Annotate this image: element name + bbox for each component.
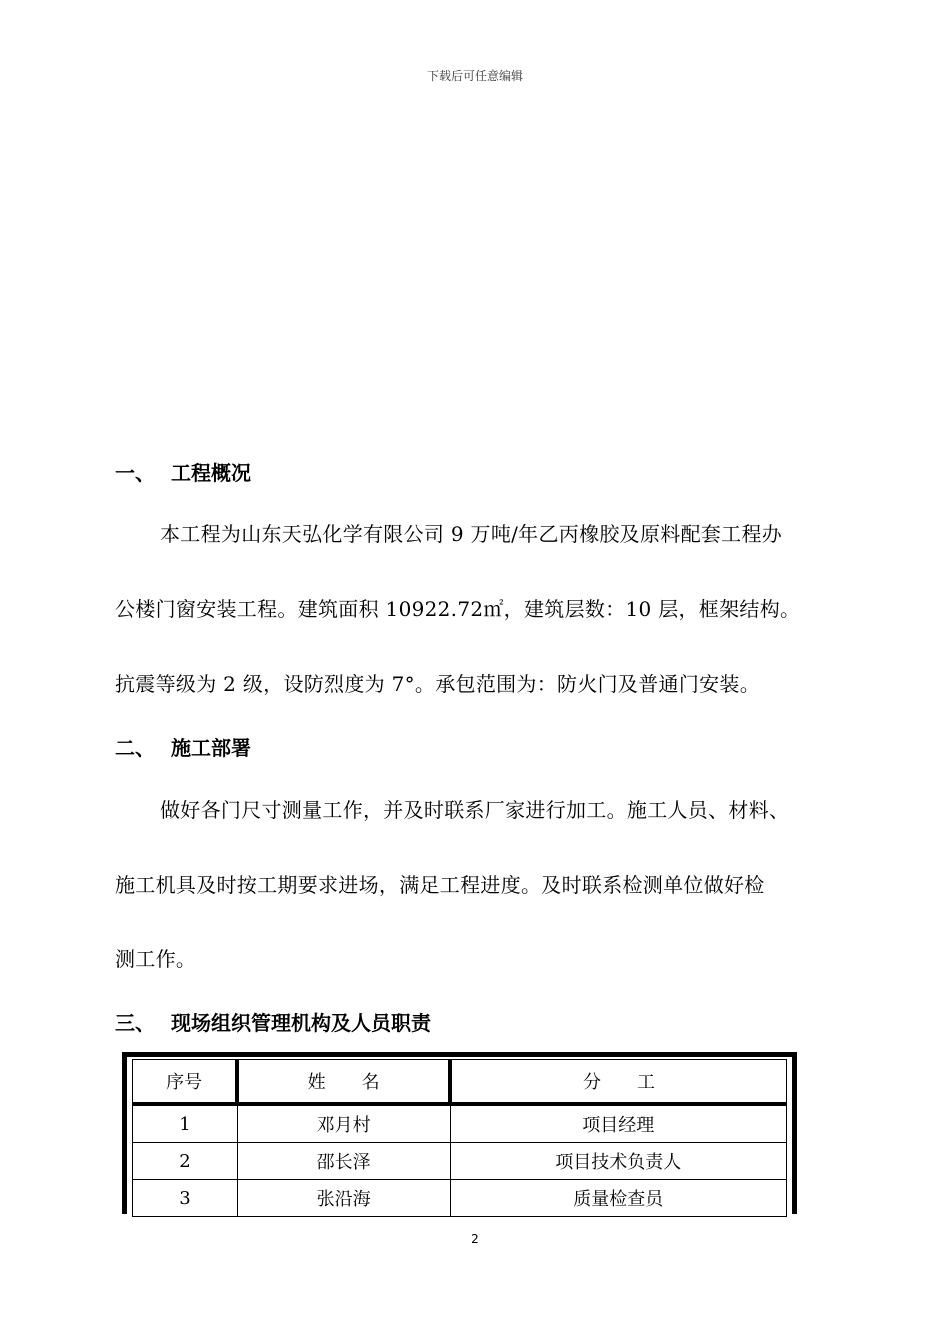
cell-name: 张沿海 bbox=[237, 1180, 450, 1217]
table-row bbox=[133, 1104, 787, 1143]
section-title: 现场组织管理机构及人员职责 bbox=[171, 1011, 431, 1035]
cell-role: 质量检查员 bbox=[450, 1180, 786, 1217]
cell-index: 2 bbox=[133, 1143, 238, 1180]
paragraph-line: 施工机具及时按工期要求进场，满足工程进度。及时联系检测单位做好检 bbox=[115, 873, 765, 897]
page-number: 2 bbox=[471, 1232, 479, 1246]
staff-table bbox=[132, 1059, 787, 1217]
cell-index: 3 bbox=[133, 1180, 238, 1217]
table-header-row bbox=[133, 1060, 787, 1105]
table-row bbox=[133, 1180, 787, 1217]
cell-role: 项目技术负责人 bbox=[450, 1143, 786, 1180]
header-cell-name: 姓 名 bbox=[237, 1060, 450, 1105]
cell-role: 项目经理 bbox=[450, 1104, 786, 1143]
staff-table-frame bbox=[122, 1052, 797, 1214]
paragraph-line: 做好各门尺寸测量工作，并及时联系厂家进行加工。施工人员、材料、 bbox=[160, 798, 790, 822]
cell-name: 邓月村 bbox=[237, 1104, 450, 1143]
section-heading-1 bbox=[115, 457, 251, 486]
cell-index: 1 bbox=[133, 1104, 238, 1143]
section-heading-3 bbox=[115, 1007, 431, 1036]
section-number: 三、 bbox=[115, 1011, 155, 1035]
header-cell-index: 序号 bbox=[133, 1060, 238, 1105]
page-header-note: 下载后可任意编辑 bbox=[426, 69, 523, 83]
cell-name: 邵长泽 bbox=[237, 1143, 450, 1180]
paragraph-line: 本工程为山东天弘化学有限公司 9 万吨/年乙丙橡胶及原料配套工程办 bbox=[160, 522, 783, 546]
paragraph-line: 抗震等级为 2 级，设防烈度为 7°。承包范围为：防火门及普通门安装。 bbox=[115, 672, 761, 696]
section-heading-2 bbox=[115, 732, 251, 761]
section-title: 工程概况 bbox=[171, 461, 251, 485]
paragraph-line: 测工作。 bbox=[115, 947, 197, 971]
section-title: 施工部署 bbox=[171, 736, 251, 760]
header-cell-role: 分 工 bbox=[450, 1060, 786, 1105]
paragraph-line: 公楼门窗安装工程。建筑面积 10922.72㎡，建筑层数：10 层，框架结构。 bbox=[115, 597, 801, 621]
table-row bbox=[133, 1143, 787, 1180]
section-number: 二、 bbox=[115, 736, 155, 760]
section-number: 一、 bbox=[115, 461, 155, 485]
